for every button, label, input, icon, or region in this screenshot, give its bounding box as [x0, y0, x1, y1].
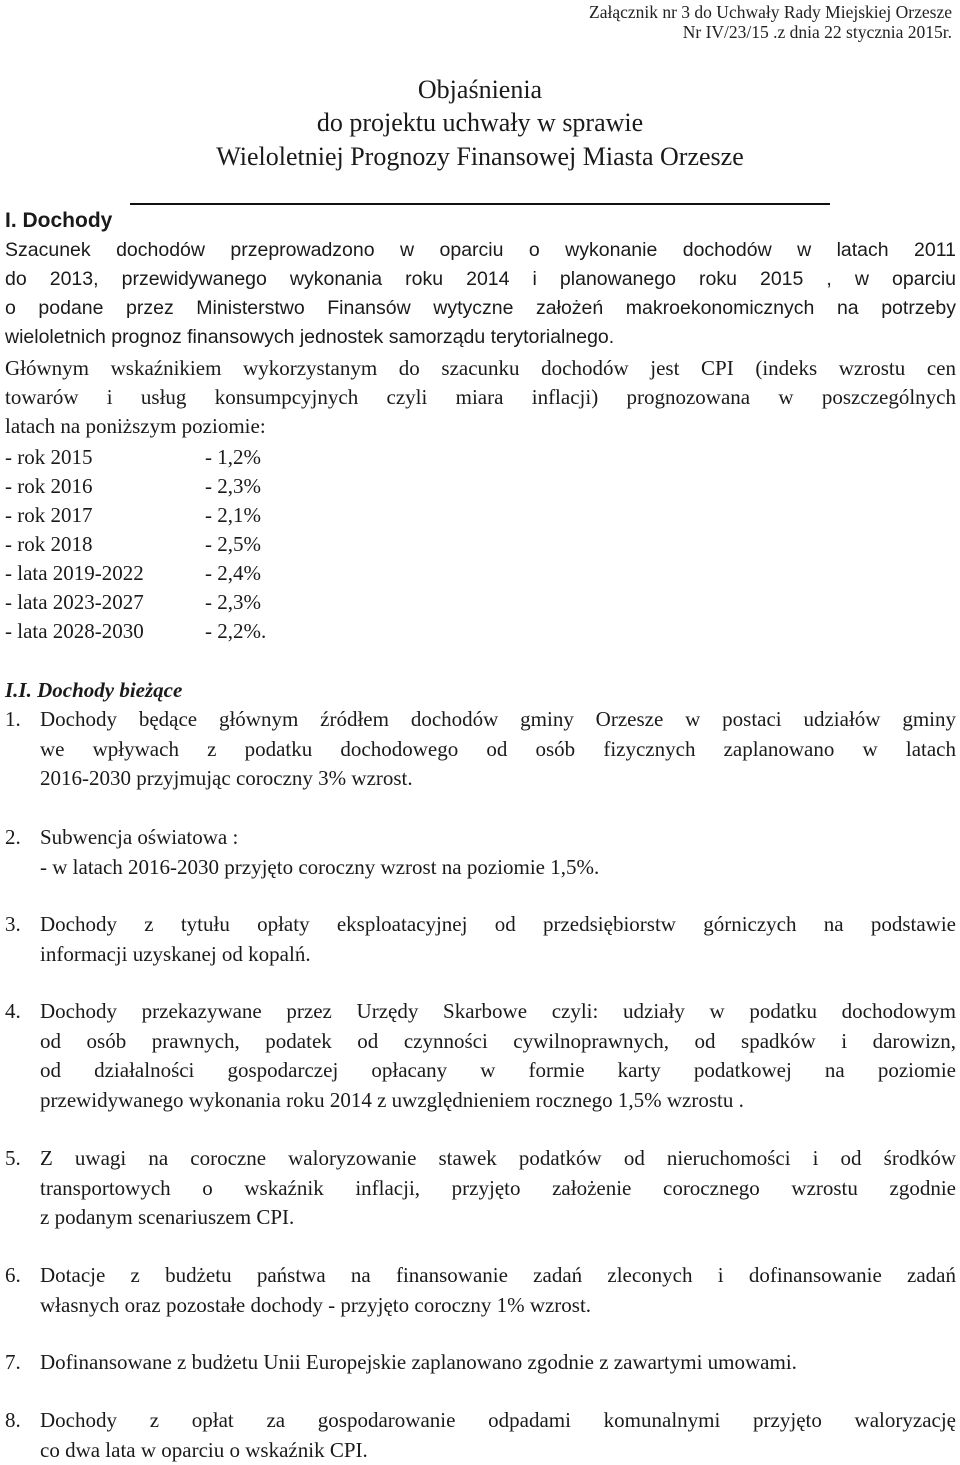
- intro-paragraph: [5, 236, 956, 352]
- cpi-rate-period: - lata 2019-2022: [5, 559, 205, 588]
- cpi-rate-row: [5, 559, 261, 588]
- list-item-line: 2016-2030 przyjmując coroczny 3% wzrost.: [40, 764, 956, 794]
- list-item-line: co dwa lata w oparciu o wskaźnik CPI.: [40, 1436, 956, 1465]
- cpi-rate-value: - 2,3%: [205, 474, 261, 498]
- cpi-rate-period: - rok 2018: [5, 530, 205, 559]
- list-item-line: Dotacje z budżetu państwa na finansowanie zadań zleconych i dofinansowanie zadań: [40, 1261, 956, 1291]
- cpi-rate-row: [5, 530, 261, 559]
- document-title-line2: do projektu uchwały w sprawie: [0, 106, 960, 139]
- section-heading-dochody-biezace: I.I. Dochody bieżące: [5, 676, 182, 704]
- cpi-rate-value: - 2,3%: [205, 590, 261, 614]
- list-item-line: Dochody z opłat za gospodarowanie odpadami komunalnymi przyjęto waloryzację: [40, 1406, 956, 1436]
- list-item-line: Dochody będące głównym źródłem dochodów gminy Orzesze w postaci udziałów gminy: [40, 705, 956, 735]
- cpi-rate-row: [5, 588, 261, 617]
- list-item-line: przewidywanego wykonania roku 2014 z uwzględnieniem rocznego 1,5% wzrostu .: [40, 1086, 956, 1116]
- cpi-line: latach na poniższym poziomie:: [5, 412, 956, 441]
- list-item-line: Z uwagi na coroczne waloryzowanie stawek podatków od nieruchomości i od środków: [40, 1144, 956, 1174]
- cpi-rate-row: [5, 501, 261, 530]
- attachment-note: [432, 2, 952, 42]
- list-item-number: 5.: [5, 1144, 40, 1174]
- attachment-note-line1: Załącznik nr 3 do Uchwały Rady Miejskiej Orzesze: [432, 2, 952, 22]
- cpi-rate-period: - rok 2016: [5, 472, 205, 501]
- cpi-paragraph: [5, 354, 956, 441]
- list-item-number: 1.: [5, 705, 40, 735]
- cpi-rate-row: [5, 443, 261, 472]
- list-item-line: Dochody przekazywane przez Urzędy Skarbowe czyli: udziały w podatku dochodowym: [40, 997, 956, 1027]
- list-item-line: własnych oraz pozostałe dochody - przyjęto coroczny 1% wzrost.: [40, 1291, 956, 1321]
- cpi-rate-value: - 2,1%: [205, 503, 261, 527]
- list-item-number: 4.: [5, 997, 40, 1027]
- list-item-line: informacji uzyskanej od kopalń.: [40, 940, 956, 970]
- list-item: [5, 1144, 956, 1233]
- cpi-rate-period: - lata 2028-2030: [5, 617, 205, 646]
- list-item-line: Dochody z tytułu opłaty eksploatacyjnej od przedsiębiorstw górniczych na podstawie: [40, 910, 956, 940]
- intro-line: do 2013, przewidywanego wykonania roku 2014 i planowanego roku 2015 , w oparciu: [5, 265, 956, 294]
- list-item: [5, 1261, 956, 1320]
- intro-line: Szacunek dochodów przeprowadzono w oparciu o wykonanie dochodów w latach 2011: [5, 236, 956, 265]
- list-item-line: od osób prawnych, podatek od czynności cywilnoprawnych, od spadków i darowizn,: [40, 1027, 956, 1057]
- cpi-rate-period: - lata 2023-2027: [5, 588, 205, 617]
- cpi-rate-value: - 2,2%.: [205, 619, 266, 643]
- list-item: [5, 705, 956, 794]
- list-item-line: - w latach 2016-2030 przyjęto coroczny wzrost na poziomie 1,5%.: [40, 853, 956, 883]
- intro-line: o podane przez Ministerstwo Finansów wytyczne założeń makroekonomicznych na potrzeby: [5, 294, 956, 323]
- list-item-number: 6.: [5, 1261, 40, 1291]
- list-item: [5, 1406, 956, 1465]
- list-item-line: we wpływach z podatku dochodowego od osób fizycznych zaplanowano w latach: [40, 735, 956, 765]
- list-item-number: 3.: [5, 910, 40, 940]
- list-item-number: 8.: [5, 1406, 40, 1436]
- intro-line: wieloletnich prognoz finansowych jednostek samorządu terytorialnego.: [5, 323, 956, 352]
- cpi-rate-value: - 1,2%: [205, 445, 261, 469]
- list-item-line: Subwencja oświatowa :: [40, 823, 956, 853]
- list-item-line: z podanym scenariuszem CPI.: [40, 1203, 956, 1233]
- list-item: [5, 1348, 956, 1378]
- cpi-line: Głównym wskaźnikiem wykorzystanym do szacunku dochodów jest CPI (indeks wzrostu cen: [5, 354, 956, 383]
- list-item: [5, 823, 956, 882]
- document-title-line1: Objaśnienia: [0, 73, 960, 106]
- document-title-line3: Wieloletniej Prognozy Finansowej Miasta Orzesze: [0, 140, 960, 173]
- list-item-line: Dofinansowane z budżetu Unii Europejskie zaplanowano zgodnie z zawartymi umowami.: [40, 1348, 956, 1378]
- cpi-rate-value: - 2,4%: [205, 561, 261, 585]
- list-item-number: 7.: [5, 1348, 40, 1378]
- list-item: [5, 910, 956, 969]
- list-item-line: transportowych o wskaźnik inflacji, przyjęto założenie corocznego wzrostu zgodnie: [40, 1174, 956, 1204]
- cpi-rate-row: [5, 617, 266, 646]
- title-divider: [130, 203, 830, 205]
- attachment-note-line2: Nr IV/23/15 .z dnia 22 stycznia 2015r.: [432, 22, 952, 42]
- list-item: [5, 997, 956, 1115]
- cpi-rate-period: - rok 2015: [5, 443, 205, 472]
- list-item-line: od działalności gospodarczej opłacany w formie karty podatkowej na poziomie: [40, 1056, 956, 1086]
- cpi-rate-period: - rok 2017: [5, 501, 205, 530]
- section-heading-dochody: I. Dochody: [5, 207, 112, 235]
- list-item-number: 2.: [5, 823, 40, 853]
- cpi-line: towarów i usług konsumpcyjnych czyli miara inflacji) prognozowana w poszczególnych: [5, 383, 956, 412]
- cpi-rate-value: - 2,5%: [205, 532, 261, 556]
- cpi-rate-row: [5, 472, 261, 501]
